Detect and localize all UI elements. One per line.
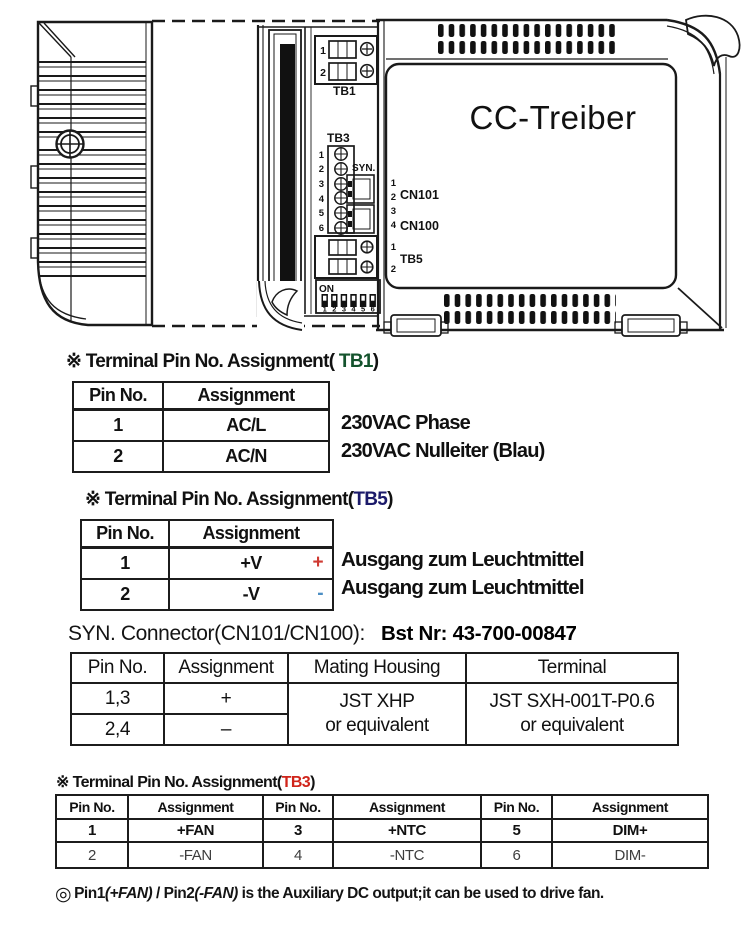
tb5-label: TB5 — [400, 252, 423, 266]
col-header-pin-no: Pin No. — [71, 653, 164, 683]
col-header-mating-housing: Mating Housing — [288, 653, 466, 683]
tb1-pin-number: 1 — [320, 45, 326, 57]
col-header-assignment: Assignment — [169, 520, 333, 548]
table-row — [56, 842, 708, 868]
col-header-assignment: Assignment — [333, 795, 481, 819]
dip-number: 4 — [351, 304, 356, 314]
cell-pin: 1 — [81, 548, 169, 580]
table-row — [71, 683, 678, 714]
device-drawing — [0, 0, 749, 346]
cell-assignment: +FAN — [128, 819, 263, 842]
tb1-annotation-phase: 230VAC Phase — [341, 412, 470, 434]
cable-clamp — [257, 281, 304, 330]
table-row — [56, 819, 708, 842]
heatsink — [31, 22, 152, 325]
cell-assignment: – — [164, 714, 288, 745]
tb5-heading-text: ※ Terminal Pin No. Assignment( — [85, 489, 354, 510]
tb3-pin-number: 5 — [318, 208, 324, 219]
tb3-pin-number: 6 — [318, 223, 324, 234]
tb3-heading: ※ Terminal Pin No. Assignment(TB3) — [56, 774, 315, 791]
syn-table — [70, 652, 679, 746]
cell-assignment: +NTC — [333, 819, 481, 842]
cell-pin: 2 — [56, 842, 128, 868]
cell-pin: 4 — [263, 842, 333, 868]
cell-pin: 3 — [263, 819, 333, 842]
col-header-terminal: Terminal — [466, 653, 678, 683]
tb5-table — [80, 519, 334, 611]
mounting-foot — [384, 315, 448, 336]
cell-pin: 1 — [56, 819, 128, 842]
tb1-pin-number: 2 — [320, 67, 326, 79]
col-header-assignment: Assignment — [164, 653, 288, 683]
device-title: CC-Treiber — [469, 99, 637, 136]
vent-slots-bottom — [444, 294, 616, 325]
table-header-row — [71, 653, 678, 683]
tb3-pin-number: 2 — [318, 164, 324, 175]
cell-assignment: DIM+ — [552, 819, 708, 842]
cell-pin: 2 — [81, 579, 169, 610]
footnote: ◎ Pin1(+FAN) / Pin2(-FAN) is the Auxiliary DC output;it can be used to drive fan. — [55, 884, 604, 905]
col-header-pin-no: Pin No. — [81, 520, 169, 548]
syn-pin-number: 2 — [390, 192, 396, 203]
table-row — [73, 410, 329, 442]
tb1-table — [72, 381, 330, 473]
syn-pin-number: 3 — [390, 206, 396, 217]
tb5-annotation-output1: Ausgang zum Leuchtmittel — [341, 548, 584, 571]
table-row — [73, 441, 329, 472]
tb5-heading-connector: TB5 — [353, 489, 388, 510]
cell-pin: 1,3 — [71, 683, 164, 714]
tb1-heading-text: ※ Terminal Pin No. Assignment( — [66, 351, 339, 372]
cell-pin: 2,4 — [71, 714, 164, 745]
cell-terminal: JST SXH-001T-P0.6 or equivalent — [466, 683, 678, 745]
tb3-pin-number: 1 — [318, 150, 324, 161]
col-header-assignment: Assignment — [128, 795, 263, 819]
polarity-minus-sign: - — [317, 582, 323, 604]
vent-slots-top — [438, 24, 616, 55]
mounting-screw-icon — [56, 130, 84, 158]
dip-number: 6 — [370, 304, 375, 314]
double-circle-icon: ◎ — [55, 884, 72, 905]
dip-number: 2 — [332, 304, 337, 314]
cell-pin: 5 — [481, 819, 552, 842]
cable-clamp-lobe — [686, 16, 740, 66]
tb3-pin-number: 4 — [318, 194, 324, 205]
syn-connector — [347, 175, 374, 233]
polarity-plus-sign: + — [312, 551, 323, 573]
col-header-assignment: Assignment — [163, 382, 329, 410]
label-panel — [386, 64, 676, 288]
tb3-connector — [328, 146, 354, 234]
col-header-assignment: Assignment — [552, 795, 708, 819]
col-header-pin-no: Pin No. — [481, 795, 552, 819]
dip-number: 3 — [341, 304, 346, 314]
cell-assignment: +V + — [169, 548, 333, 580]
tb5-heading: ※ Terminal Pin No. Assignment(TB5) — [85, 489, 393, 510]
tb1-annotation-neutral: 230VAC Nulleiter (Blau) — [341, 440, 545, 462]
cell-assignment: AC/L — [163, 410, 329, 442]
syn-heading — [68, 622, 577, 646]
cn101-label: CN101 — [400, 188, 439, 202]
tb1-heading-connector: TB1 — [338, 351, 373, 372]
cell-assignment: -NTC — [333, 842, 481, 868]
cell-assignment: + — [164, 683, 288, 714]
table-row — [81, 548, 333, 580]
tb5-pin-number: 1 — [390, 242, 396, 253]
cell-pin: 1 — [73, 410, 163, 442]
tb3-table — [55, 794, 709, 869]
col-header-pin-no: Pin No. — [263, 795, 333, 819]
cell-assignment: -V - — [169, 579, 333, 610]
tb3-heading-connector: TB3 — [281, 774, 311, 791]
tb5-pin-number: 2 — [390, 264, 396, 275]
syn-pin-number: 1 — [390, 178, 396, 189]
tb1-label: TB1 — [333, 84, 356, 98]
dip-on-label: ON — [319, 284, 334, 295]
cell-assignment: DIM- — [552, 842, 708, 868]
tb3-pin-number: 3 — [318, 179, 324, 190]
syn-order-number: Bst Nr: 43-700-00847 — [380, 622, 577, 645]
cell-mating-housing: JST XHP or equivalent — [288, 683, 466, 745]
table-header-row — [73, 382, 329, 410]
cc-treiber-body — [376, 16, 740, 336]
table-row — [81, 579, 333, 610]
cell-assignment: AC/N — [163, 441, 329, 472]
cell-assignment: -FAN — [128, 842, 263, 868]
dip-number: 1 — [322, 304, 327, 314]
tb3-label: TB3 — [327, 131, 350, 145]
cn100-label: CN100 — [400, 219, 439, 233]
tb5-annotation-output2: Ausgang zum Leuchtmittel — [341, 576, 584, 599]
mounting-foot — [615, 315, 687, 336]
syn-pin-number: 4 — [390, 220, 396, 231]
tb5-terminal-block — [315, 236, 377, 278]
tb1-heading: ※ Terminal Pin No. Assignment( TB1) — [66, 351, 379, 372]
syn-label: SYN. — [352, 163, 376, 174]
tb3-heading-text: ※ Terminal Pin No. Assignment( — [56, 774, 282, 791]
cell-pin: 6 — [481, 842, 552, 868]
table-header-row — [56, 795, 708, 819]
col-header-pin-no: Pin No. — [73, 382, 163, 410]
dip-number: 5 — [361, 304, 366, 314]
col-header-pin-no: Pin No. — [56, 795, 128, 819]
cell-pin: 2 — [73, 441, 163, 472]
syn-heading-text: SYN. Connector(CN101/CN100): — [68, 622, 365, 645]
table-header-row — [81, 520, 333, 548]
